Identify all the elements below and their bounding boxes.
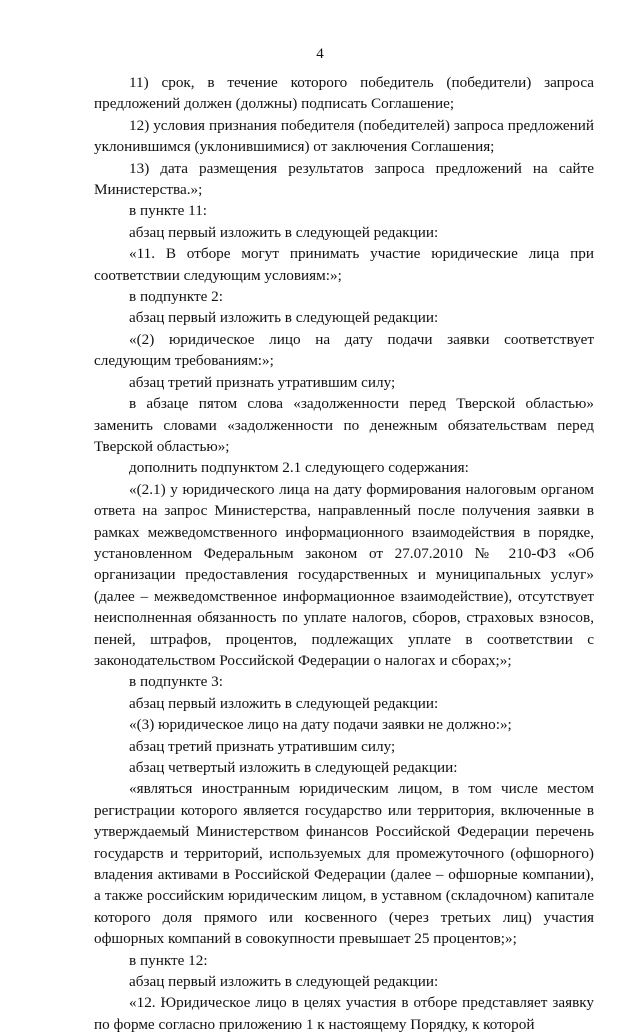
paragraph: абзац первый изложить в следующей редакции: [129, 309, 439, 327]
paragraph: абзац первый изложить в следующей редакции: [129, 973, 439, 991]
paragraph: в пункте 11: [129, 202, 208, 220]
paragraph: «11. В отборе могут принимать участие юридические лица при соответствии следующим условиям:»; [94, 245, 594, 284]
document-body [94, 72, 594, 1035]
paragraph: абзац третий признать утратившим силу; [129, 373, 396, 391]
paragraph: в подпункте 3: [129, 673, 223, 691]
paragraph: в пункте 12: [129, 951, 208, 969]
paragraph: абзац первый изложить в следующей редакции: [129, 694, 439, 712]
paragraph: в подпункте 2: [129, 288, 223, 306]
paragraph: «(3) юридическое лицо на дату подачи заявки не должно:»; [129, 716, 512, 734]
paragraph: «(2.1) у юридического лица на дату формирования налоговым органом ответа на запрос Министерства, направленный после получения заявки в рамках межведомственного информационного взаимодействия в порядке, установленном Федеральным законом от 27.07.2010 № 210-ФЗ «Об организации предоставления государственных и муниципальных услуг» (далее – межведомственное информационное взаимодействие), отсутствует неисполненная обязанность по уплате налогов, сборов, страховых взносов, пеней, штрафов, процентов, подлежащих уплате в соответствии с законодательством Российской Федерации о налогах и сборах;»; [94, 480, 594, 669]
paragraph: 11) срок, в течение которого победитель (победители) запроса предложений должен (должны) подписать Соглашение; [94, 74, 594, 113]
paragraph: абзац четвертый изложить в следующей редакции: [129, 759, 458, 776]
paragraph: 13) дата размещения результатов запроса предложений на сайте Министерства.»; [94, 159, 594, 199]
page-number: 4 [316, 46, 324, 62]
paragraph: в абзаце пятом слова «задолженности перед Тверской областью» заменить словами «задолженности по денежным обязательствам перед Тверской областью»; [94, 395, 594, 455]
paragraph: 12) условия признания победителя (победителей) запроса предложений уклонившимся (уклонившимися) от заключения Соглашения; [94, 116, 594, 156]
paragraph: абзац первый изложить в следующей редакции: [129, 223, 439, 241]
paragraph: «являться иностранным юридическим лицом, в том числе местом регистрации которого является государство или территория, включенные в утверждаемый Министерством финансов Российской Федерации перечень государств и территорий, используемых для промежуточного (офшорного) владения активами в Российской Федерации (далее – офшорные компании), а также российским юридическим лицом, в уставном (складочном) капитале которого доля прямого или косвенного (через третьих лиц) участия офшорных компаний в совокупности превышает 25 процентов;»; [94, 780, 594, 948]
paragraph: дополнить подпунктом 2.1 следующего содержания: [129, 459, 469, 477]
paragraph: «12. Юридическое лицо в целях участия в отборе представляет заявку по форме согласно приложению 1 к настоящему Порядку, к которой [94, 994, 594, 1033]
paragraph: абзац третий признать утратившим силу; [129, 737, 396, 755]
paragraph: «(2) юридическое лицо на дату подачи заявки соответствует следующим требованиям:»; [94, 330, 594, 370]
